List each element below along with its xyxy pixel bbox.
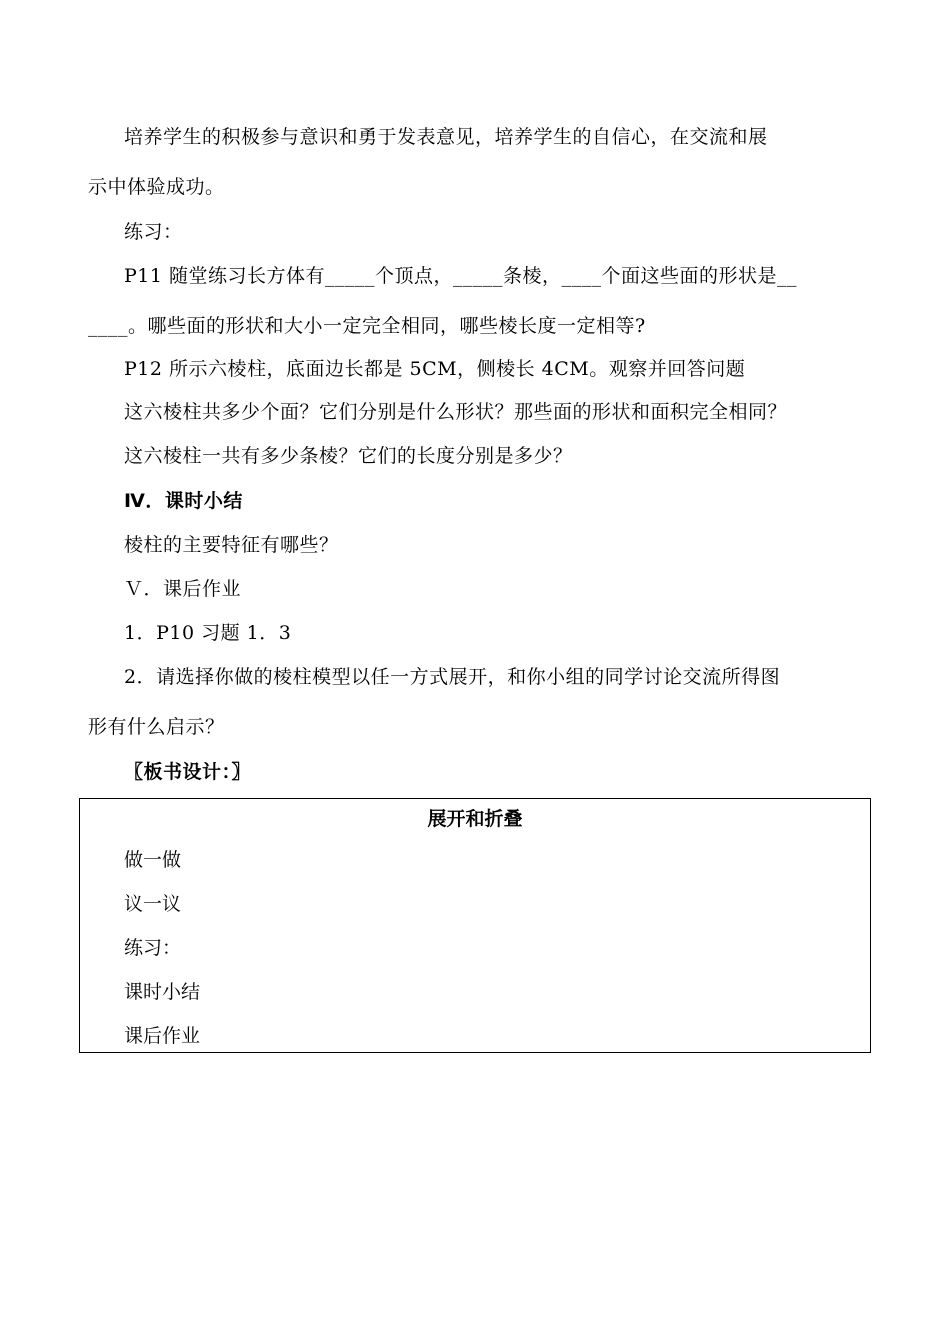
section-heading-homework: Ｖ．课后作业 (124, 578, 242, 600)
summary-question: 棱柱的主要特征有哪些？ (124, 534, 339, 556)
board-item: 做一做 (124, 849, 182, 871)
homework-item: 1．P10 习题 1．3 (124, 622, 292, 644)
board-item: 课后作业 (124, 1025, 201, 1047)
exercise-label: 练习： (124, 221, 183, 243)
paragraph-line: P12 所示六棱柱，底面边长都是 5CM，侧棱长 4CM。观察并回答问题 (124, 358, 746, 380)
board-item: 课时小结 (124, 981, 201, 1003)
paragraph-line: 培养学生的积极参与意识和勇于发表意见，培养学生的自信心，在交流和展 (124, 126, 768, 148)
paragraph-line: P11 随堂练习长方体有_____个顶点，_____条棱，____个面这些面的形状是__ (124, 265, 798, 287)
board-item: 练习： (124, 937, 182, 959)
board-design-table (79, 798, 871, 1053)
section-heading-summary: Ⅳ．课时小结 (124, 490, 243, 512)
board-item: 议一议 (124, 893, 182, 915)
paragraph-line: 示中体验成功。 (88, 176, 225, 198)
paragraph-line: ____。哪些面的形状和大小一定完全相同，哪些棱长度一定相等? (88, 315, 646, 337)
question-line: 这六棱柱共多少个面？它们分别是什么形状？那些面的形状和面积完全相同？ (124, 401, 788, 423)
question-line: 这六棱柱一共有多少条棱？它们的长度分别是多少？ (124, 445, 573, 467)
board-title: 展开和折叠 (427, 808, 523, 830)
homework-item: 2．请选择你做的棱柱模型以任一方式展开，和你小组的同学讨论交流所得图 (124, 666, 781, 688)
board-design-heading: 〖板书设计：〗 (124, 761, 252, 783)
homework-item: 形有什么启示？ (88, 716, 225, 738)
